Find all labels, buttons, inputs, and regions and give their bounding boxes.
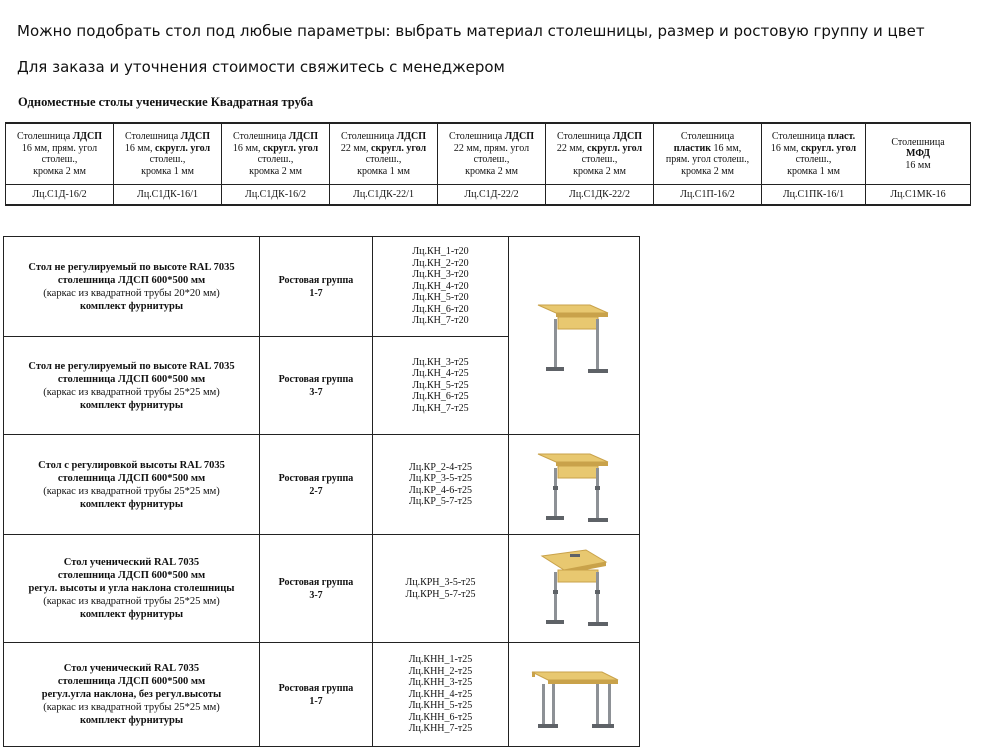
article-codes [373,237,509,337]
article-code: Лц.КН_4-т25 [412,368,469,380]
option-spec-line: 16 мм, [124,142,156,154]
option-spec-line: 16 мм, прям. угол [21,142,98,154]
article-code: Лц.КН_3-т25 [412,356,469,368]
desk-frame: (каркас из квадратной трубы 25*25 мм) [43,702,220,713]
article-code: Лц.КР_2-4-т25 [409,461,472,473]
desk-title: Стол ученический RAL 7035 [63,557,200,568]
tabletop-option-code: Лц.С1ПК-16/1 [762,185,866,206]
article-code: Лц.КР_5-7-т25 [409,496,472,507]
option-prefix: Столешница [16,131,73,142]
desk-tabletop: столешница ЛДСП 600*500 мм [57,570,206,581]
tabletop-option-header [438,123,546,185]
tabletop-option-code: Лц.С1ДК-22/1 [330,185,438,206]
height-group [260,237,373,337]
article-code: Лц.КН_3-т20 [412,269,469,281]
option-prefix: Столешница [680,131,735,142]
desk-tabletop: столешница ЛДСП 600*500 мм [57,472,206,484]
article-code: Лц.КР_4-6-т25 [409,484,472,496]
desk-description [4,435,260,535]
option-spec-line: 22 мм, [340,142,372,154]
school-desk-illustration [524,291,624,381]
option-corner-type: скругл. угол [587,142,643,154]
height-group-value: 3-7 [309,386,323,398]
desk-title: Стол не регулируемый по высоте RAL 7035 [28,360,235,372]
desk-image-cell [509,237,640,435]
option-material: ЛДСП [396,131,427,142]
option-spec-line: кромка 2 мм [573,165,626,177]
desk-hardware: комплект фурнитуры [79,300,184,312]
option-spec-line: столеш., [473,154,510,165]
tabletop-option-header [546,123,654,185]
option-spec-line: 16 мм [905,159,931,171]
desk-model-row [4,643,640,747]
option-prefix: Столешница [771,131,828,142]
intro-line-2: Для заказа и уточнения стоимости свяжитесь с менеджером [17,58,505,76]
option-spec-line: столеш., [581,154,618,165]
tabletop-option-code: Лц.С1ДК-16/2 [222,185,330,206]
option-material: ЛДСП [180,131,211,142]
article-code: Лц.КН_6-т20 [412,303,469,315]
height-group [260,535,373,643]
school-desk-illustration [524,544,624,634]
desk-hardware: комплект фурнитуры [79,609,184,620]
section-title: Одноместные столы ученические Квадратная труба [18,95,314,109]
option-spec-line: 22 мм, прям. угол [453,142,530,154]
article-code: Лц.КН_2-т20 [412,257,469,269]
option-prefix: Столешница [124,131,181,142]
option-material: пласт. [827,131,856,142]
desk-frame: (каркас из квадратной трубы 25*25 мм) [43,596,220,607]
article-code: Лц.КНН_3-т25 [408,677,473,689]
option-spec-line: столеш., [149,154,186,165]
desk-title: Стол ученический RAL 7035 [63,663,200,674]
article-codes [373,337,509,435]
desk-description [4,535,260,643]
option-spec-line: кромка 2 мм [465,165,518,177]
option-spec-line: 22 мм, [556,142,588,154]
option-corner-type: скругл. угол [801,142,857,154]
school-desk-illustration [524,650,624,740]
option-spec-line: столеш., [41,154,78,165]
desk-frame: (каркас из квадратной трубы 25*25 мм) [43,485,220,497]
option-spec-line: кромка 1 мм [141,165,194,177]
tabletop-option-header [762,123,866,185]
article-code: Лц.КН_5-т20 [412,292,469,304]
article-code: Лц.КН_6-т25 [412,391,469,403]
option-material: ЛДСП [288,131,319,142]
height-group-value: 2-7 [309,485,323,497]
option-spec-line: кромка 1 мм [357,165,410,177]
article-code: Лц.КР_3-5-т25 [409,473,472,484]
desk-frame: (каркас из квадратной трубы 20*20 мм) [43,287,220,299]
tabletop-option-header [866,123,971,185]
option-corner-type: скругл. угол [371,142,427,154]
height-group-label: Ростовая группа [278,472,354,484]
height-group [260,337,373,435]
desk-description [4,337,260,435]
desk-title: Стол с регулировкой высоты RAL 7035 [38,459,225,471]
tabletop-option-code: Лц.С1Д-16/2 [6,185,114,206]
height-group-label: Ростовая группа [278,682,354,694]
article-code: Лц.КРН_5-7-т25 [405,588,476,600]
option-spec-line: кромка 2 мм [249,165,302,177]
desk-model-row [4,237,640,337]
desk-description [4,643,260,747]
tabletop-option-header [6,123,114,185]
option-spec-line: столеш., [795,154,832,165]
desk-tabletop: столешница ЛДСП 600*500 мм [57,373,206,385]
article-code: Лц.КНН_2-т25 [408,665,473,677]
option-spec-line: прям. угол столеш., [665,154,750,165]
option-corner-type: скругл. угол [263,142,319,154]
article-code: Лц.КН_1-т20 [412,246,469,258]
article-code: Лц.КНН_5-т25 [408,700,473,712]
height-group-value: 3-7 [309,589,323,601]
article-code: Лц.КРН_3-5-т25 [405,577,476,588]
tabletop-option-code: Лц.С1ДК-22/2 [546,185,654,206]
height-group-label: Ростовая группа [278,373,354,385]
option-prefix: Столешница [448,131,505,142]
tabletop-option-header [222,123,330,185]
option-prefix: Столешница [891,136,945,148]
height-group [260,435,373,535]
desk-tabletop: столешница ЛДСП 600*500 мм [57,676,206,687]
article-code: Лц.КН_7-т25 [412,402,469,414]
height-group-value: 1-7 [309,287,323,299]
option-material: МФД [906,148,930,160]
height-group-label: Ростовая группа [278,576,354,588]
option-prefix: Столешница [232,131,289,142]
article-code: Лц.КНН_6-т25 [408,711,473,723]
desk-adjustment: регул.угла наклона, без регул.высоты [41,689,222,700]
desk-model-row [4,435,640,535]
article-code: Лц.КНН_4-т25 [408,688,473,700]
option-material: ЛДСП [612,131,643,142]
tabletop-option-header [114,123,222,185]
desk-adjustment: регул. высоты и угла наклона столешницы [28,583,235,594]
desk-tabletop: столешница ЛДСП 600*500 мм [57,274,206,286]
article-code: Лц.КНН_1-т25 [408,654,473,666]
tabletop-option-code: Лц.С1ДК-16/1 [114,185,222,206]
option-corner-type: скругл. угол [155,142,211,154]
desk-hardware: комплект фурнитуры [79,399,184,411]
desk-frame: (каркас из квадратной трубы 25*25 мм) [43,386,220,398]
height-group-label: Ростовая группа [278,274,354,286]
height-group-value: 1-7 [309,695,323,707]
intro-line-1: Можно подобрать стол под любые параметры: выбрать материал столешницы, размер и ростовую группу и цвет [17,22,925,40]
desk-description [4,237,260,337]
option-spec-line: кромка 2 мм [681,165,734,177]
height-group [260,643,373,747]
tabletop-option-code: Лц.С1МК-16 [866,185,971,206]
option-prefix: Столешница [556,131,613,142]
tabletop-option-code: Лц.С1П-16/2 [654,185,762,206]
desk-image-cell [509,643,640,747]
tabletop-options-table [5,122,971,206]
option-spec-line: 16 мм, [770,142,802,154]
article-code: Лц.КН_4-т20 [412,280,469,292]
desk-image-cell [509,435,640,535]
option-material: пластик [673,142,712,154]
option-spec-line: кромка 1 мм [787,165,840,177]
option-spec-line: столеш., [257,154,294,165]
desk-hardware: комплект фурнитуры [79,715,184,726]
option-material: ЛДСП [72,131,103,142]
desk-models-table [3,236,640,747]
article-codes [373,643,509,747]
option-prefix: Столешница [340,131,397,142]
option-suffix: 16 мм, [711,142,742,154]
article-code: Лц.КНН_7-т25 [408,723,473,735]
tabletop-option-header [654,123,762,185]
tabletop-option-header [330,123,438,185]
option-spec-line: 16 мм, [232,142,264,154]
desk-hardware: комплект фурнитуры [79,498,184,510]
tabletop-option-code: Лц.С1Д-22/2 [438,185,546,206]
desk-image-cell [509,535,640,643]
desk-title: Стол не регулируемый по высоте RAL 7035 [28,261,235,273]
option-spec-line: кромка 2 мм [33,165,86,177]
school-desk-illustration [524,440,624,530]
article-code: Лц.КН_5-т25 [412,379,469,391]
desk-model-row [4,535,640,643]
option-material: ЛДСП [504,131,535,142]
option-spec-line: столеш., [365,154,402,165]
article-code: Лц.КН_7-т20 [412,315,469,327]
article-codes [373,535,509,643]
article-codes [373,435,509,535]
